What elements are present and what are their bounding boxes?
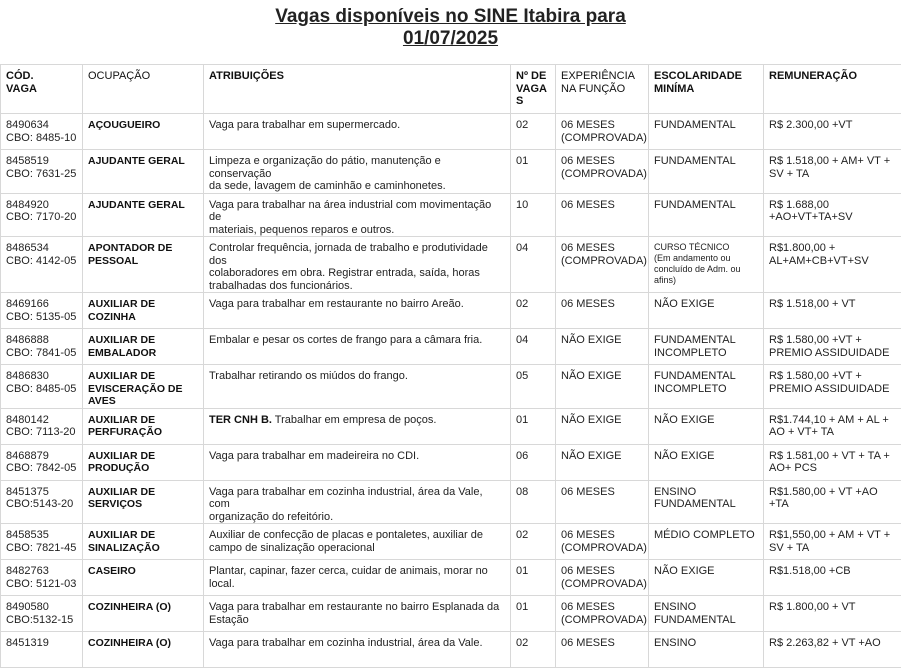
cell-remuneracao: R$1.800,00 + AL+AM+CB+VT+SV [764,237,901,293]
atribuicoes-emphasis: TER CNH B. [209,414,272,426]
cell-ocupacao: APONTADOR DE PESSOAL [83,237,204,293]
cell-atribuicoes: Vaga para trabalhar em restaurante no bairro Areão. [204,293,511,329]
cell-atribuicoes: Plantar, capinar, fazer cerca, cuidar de animais, morar no local. [204,560,511,596]
cell-escolaridade: NÃO EXIGE [649,560,764,596]
cell-cod-vaga: 8469166 CBO: 5135-05 [1,293,83,329]
cell-remuneracao: R$ 1.580,00 +VT + PREMIO ASSIDUIDADE [764,329,901,365]
cell-cod-vaga: 8486830 CBO: 8485-05 [1,365,83,409]
cell-remuneracao: R$ 2.300,00 +VT [764,114,901,150]
cell-escolaridade: ENSINO FUNDAMENTAL [649,596,764,632]
cell-atribuicoes: Vaga para trabalhar em madeireira no CDI. [204,444,511,480]
cell-escolaridade: NÃO EXIGE [649,408,764,444]
title-line-2: 01/07/2025 [0,28,901,50]
cell-atribuicoes: Vaga para trabalhar em supermercado. [204,114,511,150]
cell-cod-vaga: 8490580 CBO:5132-15 [1,596,83,632]
cell-remuneracao: R$1.518,00 +CB [764,560,901,596]
cell-n-vagas: 02 [511,114,556,150]
cell-escolaridade: FUNDAMENTAL [649,114,764,150]
cell-cod-vaga: 8482763 CBO: 5121-03 [1,560,83,596]
cell-experiencia: 06 MESES (COMPROVADA) [556,560,649,596]
cell-ocupacao: CASEIRO [83,560,204,596]
cell-escolaridade: FUNDAMENTAL INCOMPLETO [649,329,764,365]
cell-escolaridade: FUNDAMENTAL [649,193,764,237]
job-vacancies-table [0,64,901,668]
cell-remuneracao: R$ 1.581,00 + VT + TA + AO+ PCS [764,444,901,480]
cell-ocupacao: AJUDANTE GERAL [83,150,204,194]
cell-n-vagas: 02 [511,293,556,329]
table-row [1,293,901,329]
cell-atribuicoes: Vaga para trabalhar em restaurante no bairro Esplanada da Estação [204,596,511,632]
table-row [1,193,901,237]
cell-n-vagas: 06 [511,444,556,480]
cell-cod-vaga: 8480142 CBO: 7113-20 [1,408,83,444]
cell-escolaridade: NÃO EXIGE [649,293,764,329]
cell-ocupacao: COZINHEIRA (O) [83,596,204,632]
cell-remuneracao: R$ 1.800,00 + VT [764,596,901,632]
cell-cod-vaga: 8486534 CBO: 4142-05 [1,237,83,293]
cell-escolaridade: CURSO TÉCNICO (Em andamento ou concluído de Adm. ou afins) [649,237,764,293]
table-row [1,237,901,293]
cell-escolaridade: ENSINO [649,632,764,668]
cell-atribuicoes: Controlar frequência, jornada de trabalho e produtividade dos colaboradores em obra. Registrar entrada, saída, horas trabalhadas dos funcionários. [204,237,511,293]
cell-remuneracao: R$1,550,00 + AM + VT + SV + TA [764,524,901,560]
cell-remuneracao: R$ 1.580,00 +VT + PREMIO ASSIDUIDADE [764,365,901,409]
cell-experiencia: 06 MESES [556,193,649,237]
atribuicoes-text: Trabalhar em empresa de poços. [272,414,436,426]
document-title [0,6,901,50]
cell-n-vagas: 02 [511,632,556,668]
header-remuneracao: REMUNERAÇÃO [764,65,901,114]
cell-n-vagas: 01 [511,596,556,632]
cell-remuneracao: R$ 2.263,82 + VT +AO [764,632,901,668]
cell-n-vagas: 04 [511,329,556,365]
cell-experiencia: 06 MESES (COMPROVADA) [556,596,649,632]
table-row [1,480,901,524]
cell-escolaridade: NÃO EXIGE [649,444,764,480]
cell-n-vagas: 02 [511,524,556,560]
cell-ocupacao: AUXILIAR DE SERVIÇOS [83,480,204,524]
cell-escolaridade: ENSINO FUNDAMENTAL [649,480,764,524]
cell-n-vagas: 01 [511,560,556,596]
cell-remuneracao: R$ 1.518,00 + AM+ VT + SV + TA [764,150,901,194]
header-n-vagas: Nº DE VAGA S [511,65,556,114]
cell-escolaridade: FUNDAMENTAL [649,150,764,194]
cell-atribuicoes: Trabalhar retirando os miúdos do frango. [204,365,511,409]
table-header-row [1,65,901,114]
header-cod-vaga: CÓD. VAGA [1,65,83,114]
cell-n-vagas: 01 [511,408,556,444]
cell-ocupacao: AÇOUGUEIRO [83,114,204,150]
cell-cod-vaga: 8451319 [1,632,83,668]
cell-remuneracao: R$ 1.688,00 +AO+VT+TA+SV [764,193,901,237]
cell-escolaridade: FUNDAMENTAL INCOMPLETO [649,365,764,409]
cell-n-vagas: 10 [511,193,556,237]
cell-ocupacao: COZINHEIRA (O) [83,632,204,668]
cell-ocupacao: AUXILIAR DE COZINHA [83,293,204,329]
cell-cod-vaga: 8468879 CBO: 7842-05 [1,444,83,480]
table-row [1,114,901,150]
cell-remuneracao: R$ 1.518,00 + VT [764,293,901,329]
table-row [1,365,901,409]
cell-experiencia: 06 MESES [556,480,649,524]
cell-experiencia: NÃO EXIGE [556,408,649,444]
table-row [1,408,901,444]
table-row [1,524,901,560]
cell-experiencia: 06 MESES (COMPROVADA) [556,524,649,560]
cell-cod-vaga: 8458535 CBO: 7821-45 [1,524,83,560]
cell-cod-vaga: 8486888 CBO: 7841-05 [1,329,83,365]
table-row [1,596,901,632]
cell-atribuicoes: Embalar e pesar os cortes de frango para a câmara fria. [204,329,511,365]
cell-experiencia: 06 MESES [556,632,649,668]
cell-experiencia: NÃO EXIGE [556,444,649,480]
cell-experiencia: 06 MESES [556,293,649,329]
cell-experiencia: 06 MESES (COMPROVADA) [556,150,649,194]
cell-remuneracao: R$1.580,00 + VT +AO +TA [764,480,901,524]
cell-n-vagas: 08 [511,480,556,524]
title-line-1: Vagas disponíveis no SINE Itabira para [0,6,901,28]
cell-experiencia: NÃO EXIGE [556,329,649,365]
cell-remuneracao: R$1.744,10 + AM + AL + AO + VT+ TA [764,408,901,444]
cell-experiencia: 06 MESES (COMPROVADA) [556,114,649,150]
table-row [1,632,901,668]
cell-atribuicoes: Limpeza e organização do pátio, manutenção e conservação da sede, lavagem de caminhão e caminhonetes. [204,150,511,194]
cell-cod-vaga: 8490634 CBO: 8485-10 [1,114,83,150]
cell-ocupacao: AJUDANTE GERAL [83,193,204,237]
cell-atribuicoes [204,408,511,444]
cell-ocupacao: AUXILIAR DE EMBALADOR [83,329,204,365]
cell-experiencia: NÃO EXIGE [556,365,649,409]
cell-ocupacao: AUXILIAR DE SINALIZAÇÃO [83,524,204,560]
table-row [1,150,901,194]
cell-cod-vaga: 8484920 CBO: 7170-20 [1,193,83,237]
table-row [1,444,901,480]
cell-cod-vaga: 8458519 CBO: 7631-25 [1,150,83,194]
cell-atribuicoes: Vaga para trabalhar em cozinha industrial, área da Vale. [204,632,511,668]
cell-ocupacao: AUXILIAR DE PERFURAÇÃO [83,408,204,444]
table-row [1,329,901,365]
header-escolaridade: ESCOLARIDADE MINÍMA [649,65,764,114]
header-atribuicoes: ATRIBUIÇÕES [204,65,511,114]
cell-ocupacao: AUXILIAR DE PRODUÇÃO [83,444,204,480]
cell-cod-vaga: 8451375 CBO:5143-20 [1,480,83,524]
cell-experiencia: 06 MESES (COMPROVADA) [556,237,649,293]
cell-atribuicoes: Auxiliar de confecção de placas e pontaletes, auxiliar de campo de sinalização operacional [204,524,511,560]
cell-n-vagas: 05 [511,365,556,409]
cell-n-vagas: 01 [511,150,556,194]
header-ocupacao: OCUPAÇÃO [83,65,204,114]
table-row [1,560,901,596]
cell-atribuicoes: Vaga para trabalhar em cozinha industrial, área da Vale, com organização do refeitório. [204,480,511,524]
cell-n-vagas: 04 [511,237,556,293]
header-experiencia: EXPERIÊNCIA NA FUNÇÃO [556,65,649,114]
cell-escolaridade: MÉDIO COMPLETO [649,524,764,560]
cell-atribuicoes: Vaga para trabalhar na área industrial com movimentação de materiais, pequenos reparos e outros. [204,193,511,237]
cell-ocupacao: AUXILIAR DE EVISCERAÇÃO DE AVES [83,365,204,409]
